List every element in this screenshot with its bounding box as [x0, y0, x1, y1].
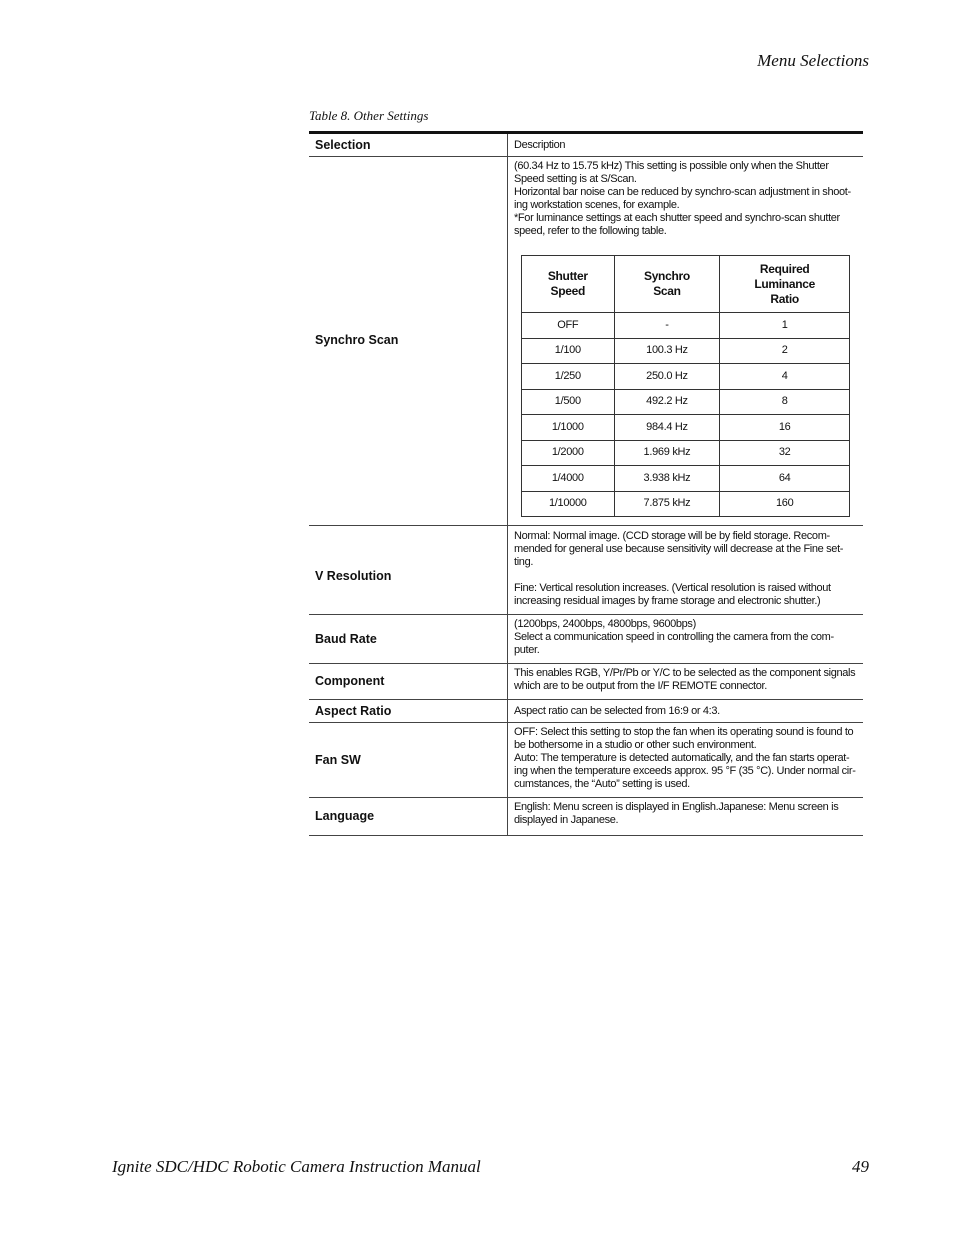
cell-shutter-speed: 1/4000: [522, 466, 615, 492]
cell-shutter-speed: 1/1000: [522, 415, 615, 441]
luminance-row: [522, 364, 850, 390]
cell-luminance-ratio: 8: [720, 389, 850, 415]
table-row: [309, 664, 863, 700]
footer-page-number: 49: [852, 1157, 869, 1176]
selection-aspect-ratio: Aspect Ratio: [309, 700, 508, 723]
desc-line: Aspect ratio can be selected from 16:9 or 4:3.: [514, 704, 720, 717]
table-row: [309, 723, 863, 798]
header-shutter-speed: Shutter Speed: [522, 256, 615, 313]
cell-shutter-speed: OFF: [522, 313, 615, 339]
table-row: [309, 157, 863, 526]
cell-luminance-ratio: 2: [720, 338, 850, 364]
description-aspect-ratio: [508, 700, 864, 723]
desc-line: Select a communication speed in controlling the camera from the com-puter.: [514, 631, 834, 656]
desc-line: English: Menu screen is displayed in English.Japanese: Menu screen is displayed in Japanese.: [514, 801, 839, 826]
selection-fan-sw: Fan SW: [309, 723, 508, 798]
luminance-row: [522, 440, 850, 466]
cell-synchro-scan: 100.3 Hz: [614, 338, 720, 364]
cell-shutter-speed: 1/10000: [522, 491, 615, 517]
description-synchro-scan: [508, 157, 864, 526]
cell-luminance-ratio: 32: [720, 440, 850, 466]
header-synchro-scan: Synchro Scan: [614, 256, 720, 313]
cell-shutter-speed: 1/250: [522, 364, 615, 390]
luminance-header-row: [522, 256, 850, 313]
table-caption: Table 8. Other Settings: [309, 108, 429, 123]
cell-shutter-speed: 1/2000: [522, 440, 615, 466]
desc-line: Normal: Normal image. (CCD storage will be by field storage. Recom-mended for general use because sensitivity will decrease at the Fine set-ting.: [514, 530, 844, 568]
description-baud-rate: [508, 615, 864, 664]
selection-component: Component: [309, 664, 508, 700]
luminance-row: [522, 389, 850, 415]
cell-luminance-ratio: 4: [720, 364, 850, 390]
selection-v-resolution: V Resolution: [309, 526, 508, 615]
cell-luminance-ratio: 160: [720, 491, 850, 517]
table-row: [309, 700, 863, 723]
selection-synchro-scan: Synchro Scan: [309, 157, 508, 526]
selection-baud-rate: Baud Rate: [309, 615, 508, 664]
luminance-row: [522, 313, 850, 339]
header-selection: Selection: [309, 133, 508, 157]
cell-synchro-scan: 3.938 kHz: [614, 466, 720, 492]
header-description: Description: [508, 133, 864, 157]
other-settings-table: [309, 131, 863, 836]
cell-luminance-ratio: 64: [720, 466, 850, 492]
table-row: [309, 526, 863, 615]
table-header-row: [309, 133, 863, 157]
desc-line: Auto: The temperature is detected automatically, and the fan starts operat-ing when the temperature exceeds approx. 95 °F (35 °C). Under normal cir-cumstances, the “Auto” setting is used.: [514, 752, 856, 790]
table-row: [309, 615, 863, 664]
desc-line: Fine: Vertical resolution increases. (Vertical resolution is raised without increasing residual images by frame storage and electronic shutter.): [514, 582, 831, 607]
cell-luminance-ratio: 1: [720, 313, 850, 339]
selection-language: Language: [309, 798, 508, 836]
footer-manual-title: Ignite SDC/HDC Robotic Camera Instruction Manual: [112, 1157, 481, 1176]
cell-luminance-ratio: 16: [720, 415, 850, 441]
desc-line: *For luminance settings at each shutter speed and synchro-scan shutter speed, refer to the following table.: [514, 212, 840, 237]
cell-synchro-scan: 1.969 kHz: [614, 440, 720, 466]
luminance-row: [522, 466, 850, 492]
cell-synchro-scan: 7.875 kHz: [614, 491, 720, 517]
cell-shutter-speed: 1/100: [522, 338, 615, 364]
header-luminance-ratio: Required Luminance Ratio: [720, 256, 850, 313]
running-header: Menu Selections: [757, 51, 869, 70]
desc-line: OFF: Select this setting to stop the fan when its operating sound is found to be bothersome in a studio or other such environment.: [514, 726, 854, 751]
luminance-row: [522, 491, 850, 517]
cell-synchro-scan: 250.0 Hz: [614, 364, 720, 390]
description-language: [508, 798, 864, 836]
desc-line: (60.34 Hz to 15.75 kHz) This setting is possible only when the Shutter Speed setting is at S/Scan.: [514, 160, 829, 185]
cell-synchro-scan: -: [614, 313, 720, 339]
luminance-table: [521, 255, 850, 517]
description-component: [508, 664, 864, 700]
desc-line: This enables RGB, Y/Pr/Pb or Y/C to be selected as the component signals which are to be output from the I/F REMOTE connector.: [514, 667, 856, 692]
table-row: [309, 798, 863, 836]
luminance-row: [522, 415, 850, 441]
cell-synchro-scan: 492.2 Hz: [614, 389, 720, 415]
desc-line: (1200bps, 2400bps, 4800bps, 9600bps): [514, 618, 696, 630]
desc-line: Horizontal bar noise can be reduced by synchro-scan adjustment in shoot-ing workstation scenes, for example.: [514, 186, 851, 211]
cell-shutter-speed: 1/500: [522, 389, 615, 415]
luminance-row: [522, 338, 850, 364]
description-v-resolution: [508, 526, 864, 615]
cell-synchro-scan: 984.4 Hz: [614, 415, 720, 441]
description-fan-sw: [508, 723, 864, 798]
